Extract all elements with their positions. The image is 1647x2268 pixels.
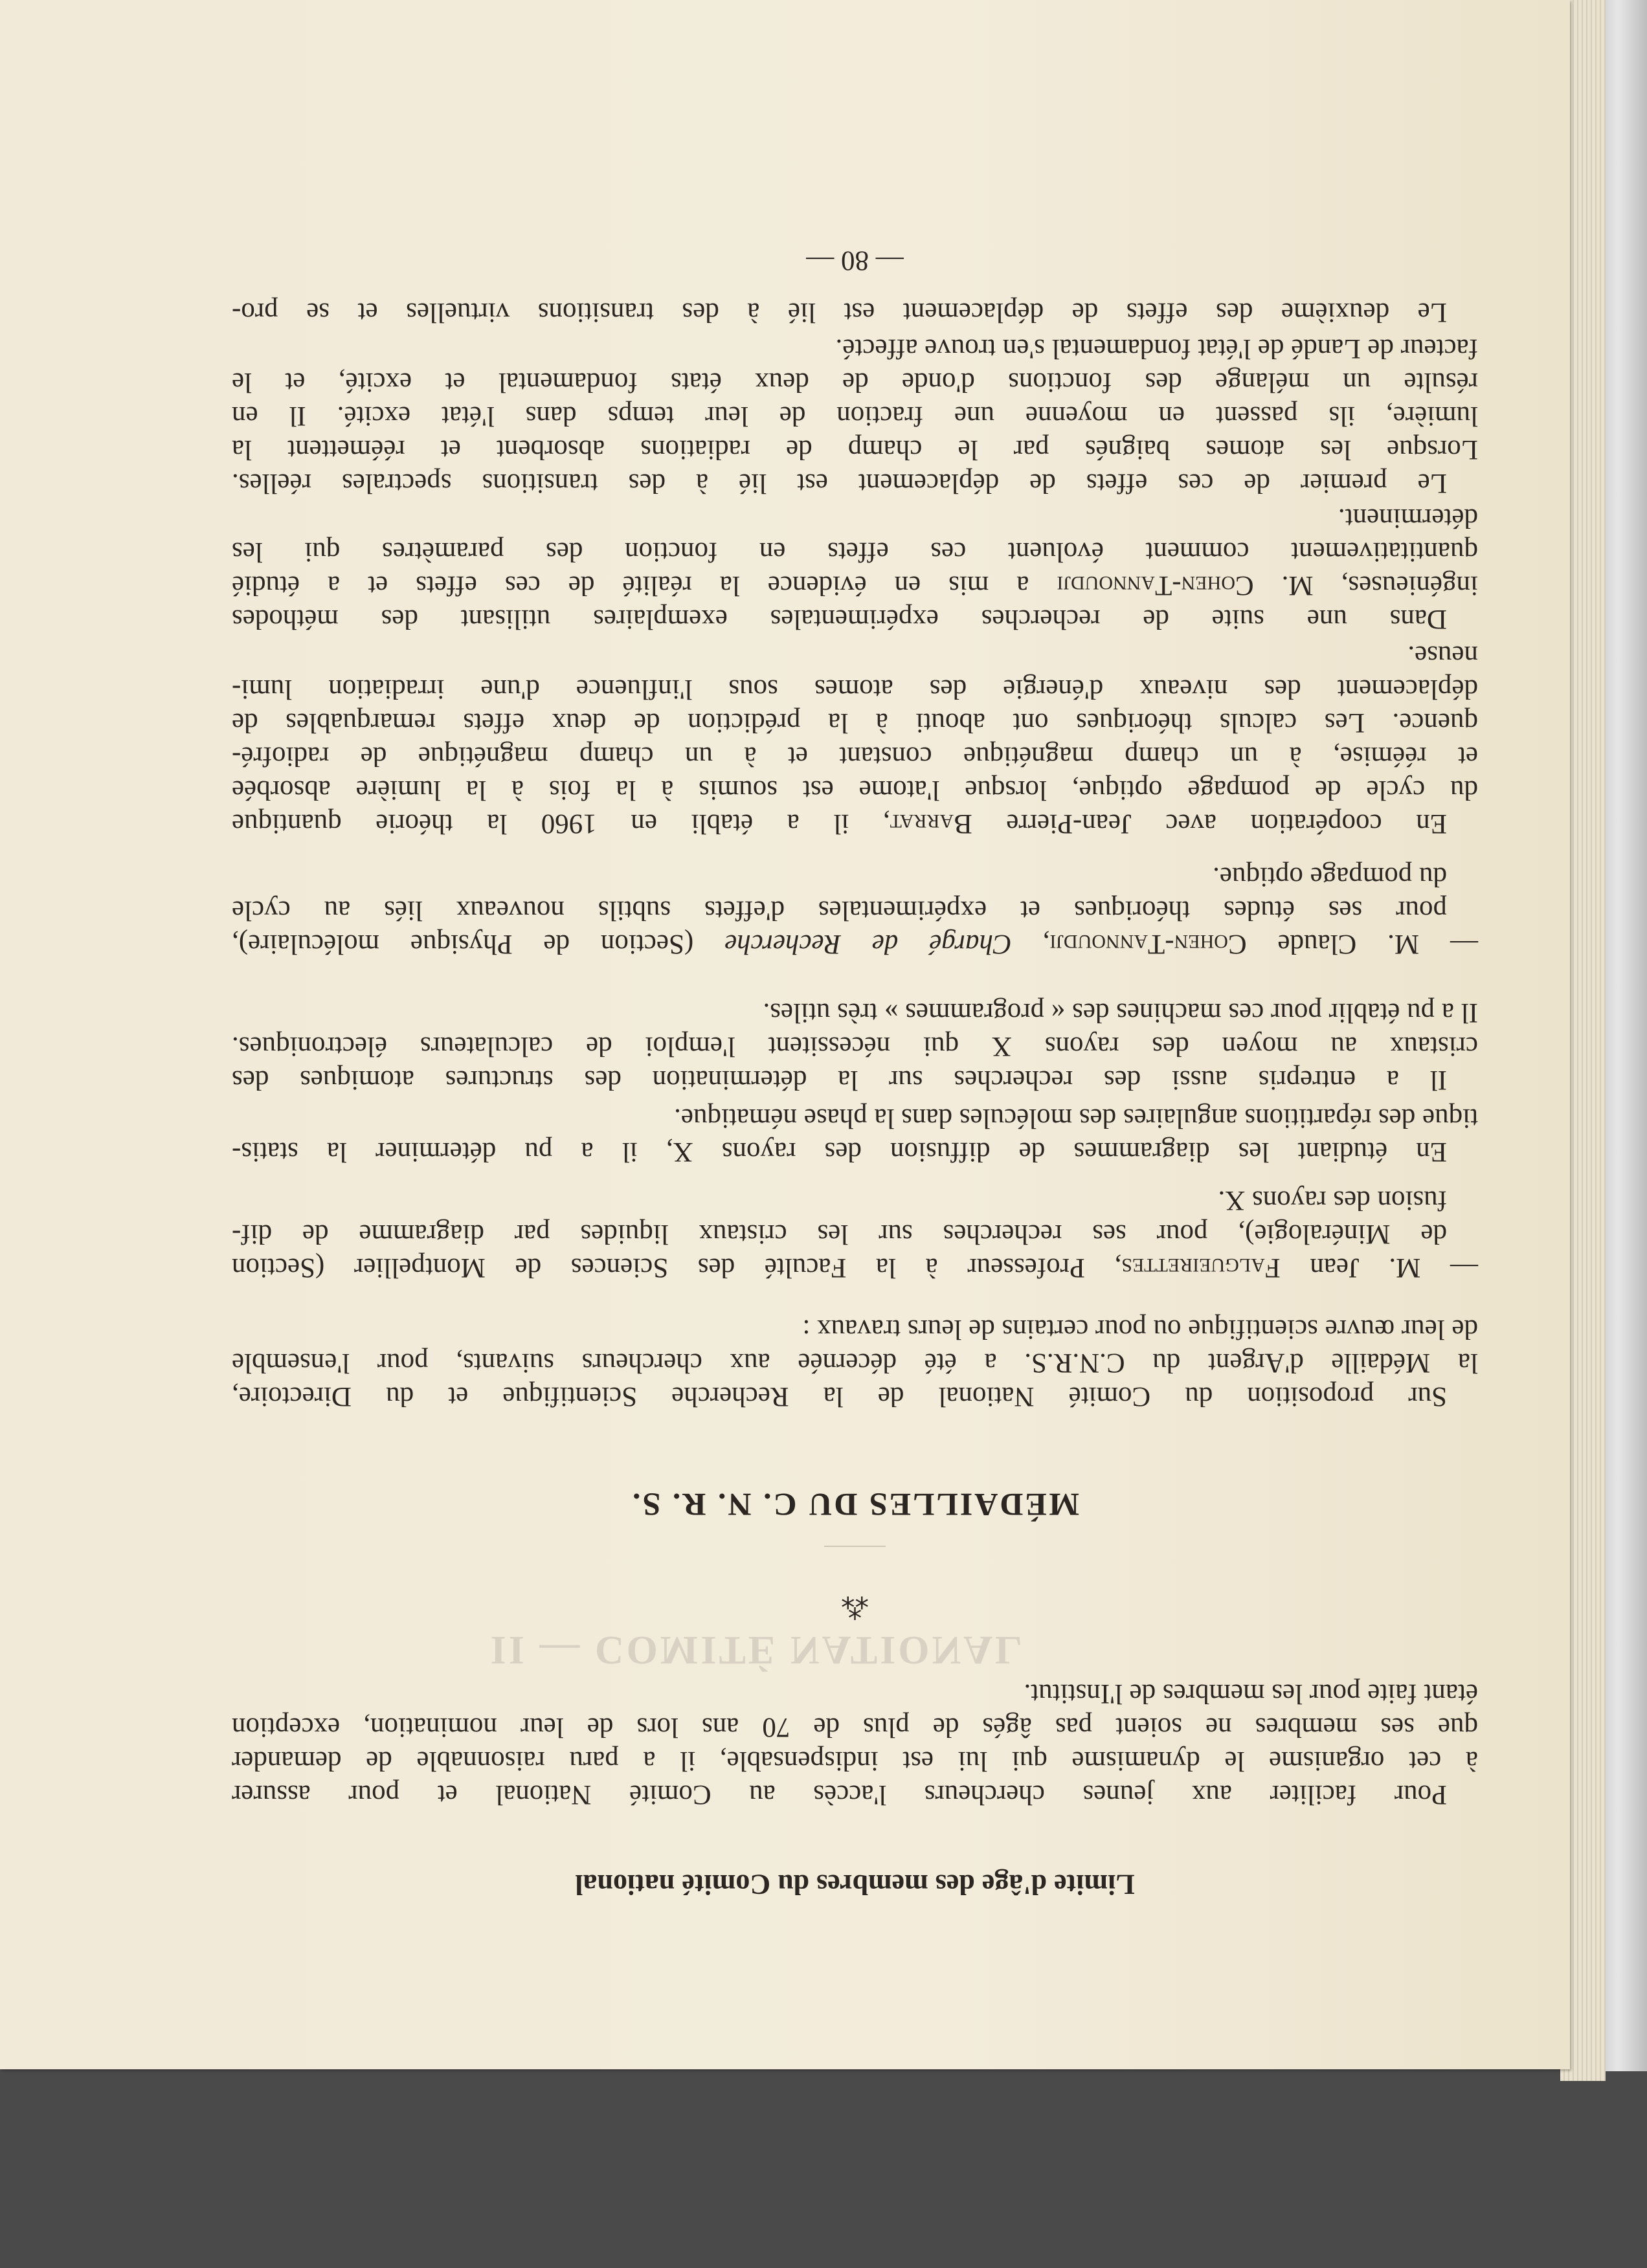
text-line: fusion des rayons X. [1218,1185,1447,1216]
text-line: du pompage optique. [1213,862,1447,892]
cohen-tannoudji-entry [232,860,1478,961]
text-line: quantitativement comment évoluent ces effets en fonction des paramètres qui les [232,537,1478,567]
falgueirettes-para-1 [232,1101,1478,1168]
age-limit-paragraph [232,1676,1478,1811]
text-line: Sur proposition du Comité National de la Recherche Scientifique et du Directoire, [232,1381,1447,1412]
text-line: tique des répartitions angulaires des molécules dans la phase nématique. [674,1103,1478,1133]
text-line: que ses membres ne soient pas âgés de plus de 70 ans lors de leur nomination, exception [232,1712,1478,1742]
text-segment: En coopération avec Jean-Pierre [972,808,1447,839]
text-segment: , il a établi en 1960 la théorie quantique [232,808,890,839]
text-line: En étudiant les diagrammes de diffusion des rayons X, il a pu déterminer la statis- [232,1137,1447,1167]
asterism [232,1589,1478,1623]
page-number-text: — 80 — [806,245,904,276]
person-name: Cohen-Tannoudji [1049,929,1247,959]
text-line: pour ses études théoriques et expérimentales d'effets subtils nouveaux liés au cycle [232,895,1447,926]
text-segment: — M. Jean [1280,1252,1478,1283]
falgueirettes-entry [232,1183,1478,1284]
text-line [232,1251,1478,1284]
text-segment: , [1011,929,1050,959]
person-name: Barrat [890,808,972,839]
cohen-tannoudji-para-2 [232,501,1478,636]
text-segment: ingénieuses, M. [1253,570,1478,601]
text-line: résulte un mélange des fonctions d'onde de deux états fondamental et excité, et le [232,367,1478,397]
text-line: Le premier de ces effets de déplacement est lié à des transitions spectrales réelles. [232,468,1447,498]
text-line [232,806,1478,840]
text-line: déplacement des niveaux d'énergie des atomes sous l'influence d'une irradiation lumi- [232,674,1478,704]
text-line: Dans une suite de recherches expérimentales exemplaires utilisant des méthodes [232,604,1447,634]
text-line: MÉDAILLES DU C. N. R. S. [631,1487,1079,1523]
italic-text: Chargé de Recherche [724,929,1012,959]
text-line: étant faite pour les membres de l'Institut. [1024,1678,1478,1709]
text-line [232,927,1478,961]
text-segment: , Professeur à la Faculté des Sciences de Montpellier (Section [232,1252,1122,1283]
text-line: de leur œuvre scientifique ou pour certains de leurs travaux : [802,1314,1478,1344]
text-line: Limite d'âge des membres du Comité national [575,1869,1135,1900]
person-name: Falgueirettes [1121,1252,1281,1283]
bleed-through-text: II — COMITÉ NATIONAL [490,1628,1025,1672]
page-number [232,243,1478,277]
medals-intro [232,1312,1478,1413]
text-line: quence. Les calculs théoriques ont abouti à la prédiction de deux effets remarquables de [232,707,1478,738]
text-line: du cycle de pompage optique, lorsque l'atome est soumis à la fois à la lumière absorbée [232,775,1478,805]
text-line: Il a entrepris aussi des recherches sur la détermination des structures atomiques des [232,1065,1447,1095]
text-segment: a mis en évidence la réalité de ces effets et a étudié [231,570,1057,601]
age-limit-heading [232,1867,1478,1901]
text-line [232,568,1478,602]
scanner-background [1599,0,1647,2071]
text-line: cristaux au moyen des rayons X qui nécessitent l'emploi de calculateurs électroniques. [232,1031,1478,1062]
medals-title [232,1488,1478,1522]
cohen-tannoudji-para-4 [232,295,1478,329]
text-line: neuse. [1407,640,1478,671]
text-segment: — M. Claude [1246,929,1478,959]
cohen-tannoudji-para-1 [232,638,1478,840]
text-line: Pour faciliter aux jeunes chercheurs l'accès au Comité National et pour assurer [232,1779,1447,1810]
text-line: Lorsque les atomes baignés par le champ de radiations absorbent et réémettent la [232,434,1478,465]
falgueirettes-para-2 [232,995,1478,1096]
page-text-upside-down [232,239,1478,1909]
person-name: Cohen-Tannoudji [1057,570,1254,601]
text-line: déterminent. [1338,503,1478,533]
text-line: de Minéralogie), pour ses recherches sur les cristaux liquides par diagramme de dif- [232,1219,1447,1249]
text-line: la Médaille d'Argent du C.N.R.S. a été décernée aux chercheurs suivants, pour l'ensemble [232,1348,1478,1378]
text-segment: (Section de Physique moléculaire), [232,929,725,959]
text-line: Le deuxième des effets de déplacement est lié à des transitions virtuelles et se pro- [232,297,1447,328]
text-line: à cet organisme le dynamisme qui lui est indispensable, il a paru raisonnable de demander [232,1746,1478,1776]
cohen-tannoudji-para-3 [232,331,1478,500]
text-line: facteur de Landé de l'état fondamental s'en trouve affecté. [835,333,1478,364]
text-line: ⁂ [841,1591,869,1621]
text-line: et réémise, à un champ magnétique constant et à un champ magnétique de radiofré- [232,741,1478,772]
text-line: lumière, ils passent en moyenne une fraction de leur temps dans l'état excité. Il en [232,401,1478,431]
text-line: Il a pu établir pour ces machines des « programmes » très utiles. [763,997,1478,1028]
section-rule [824,1546,886,1547]
